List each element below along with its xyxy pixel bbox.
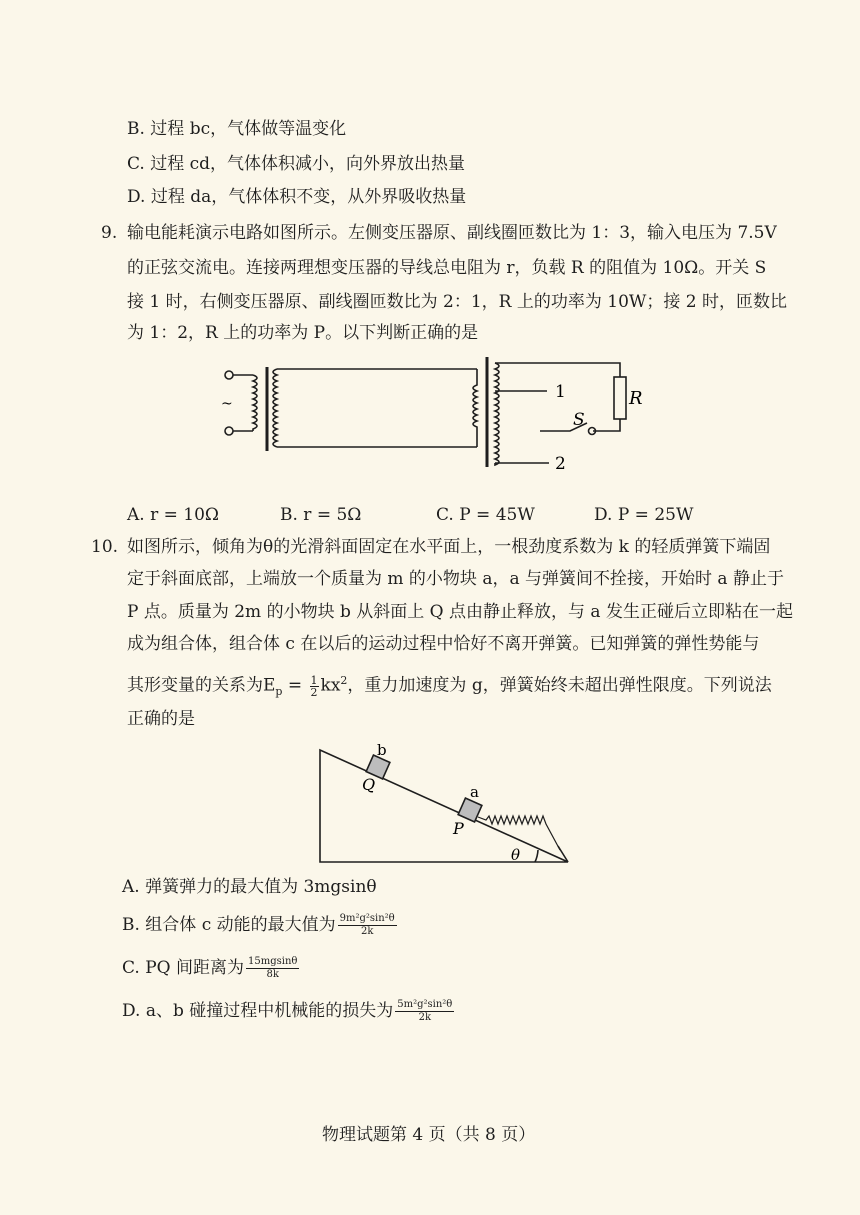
option-d-text: D. a、b 碰撞过程中机械能的损失为	[122, 1001, 394, 1021]
q10-option-a: A. 弹簧弹力的最大值为 3mgsinθ	[122, 877, 377, 897]
q10-option-b	[122, 914, 399, 937]
point-p-label: P	[453, 819, 464, 838]
q8-option-b: B. 过程 bc，气体做等温变化	[127, 119, 347, 139]
one-half-fraction	[310, 675, 319, 698]
line5-kx: kx	[320, 675, 341, 696]
angle-theta-label: θ	[511, 846, 521, 864]
block-a-label: a	[470, 783, 479, 801]
option-c-text: C. PQ 间距离为	[122, 958, 244, 978]
switch-contact-2-label: 2	[555, 454, 566, 474]
option-c-numerator: 15mgsinθ	[248, 956, 298, 967]
kx-superscript: 2	[340, 674, 348, 687]
q10-stem-line4: 成为组合体，组合体 c 在以后的运动过程中恰好不离开弹簧。已知弹簧的弹性势能与	[127, 634, 760, 654]
q9-stem-line3: 接 1 时，右侧变压器原、副线圈匝数比为 2：1，R 上的功率为 10W；接 2 时，匝数比	[127, 292, 787, 312]
q10-stem-line5	[127, 670, 772, 703]
switch-contact-1-label: 1	[555, 382, 566, 402]
q9-option-c: C. P = 45W	[436, 505, 535, 525]
q10-stem-line2: 定于斜面底部，上端放一个质量为 m 的小物块 a，a 与弹簧间不拴接，开始时 a 静止于	[127, 569, 784, 589]
option-b-fraction	[338, 914, 397, 937]
page-footer: 物理试题第 4 页（共 8 页）	[322, 1125, 536, 1145]
resistor-label: R	[629, 388, 643, 409]
block-b-label: b	[377, 741, 387, 759]
q10-option-c	[122, 957, 301, 980]
ep-subscript: p	[275, 685, 283, 699]
option-b-numerator: 9m²g²sin²θ	[339, 913, 395, 924]
line5-pre: 其形变量的关系为E	[127, 675, 276, 696]
option-c-fraction	[246, 957, 299, 980]
option-b-denominator: 2k	[360, 926, 374, 937]
q10-incline-figure	[310, 740, 575, 870]
ac-source-symbol: ~	[221, 396, 233, 412]
option-d-fraction	[395, 1000, 454, 1023]
option-c-denominator: 8k	[266, 969, 279, 980]
q8-option-d: D. 过程 da，气体体积不变，从外界吸收热量	[127, 187, 467, 207]
q10-stem-line6: 正确的是	[127, 709, 195, 729]
q10-number: 10.	[91, 537, 119, 557]
point-q-label: Q	[362, 775, 376, 794]
switch-label: S	[573, 410, 585, 430]
q9-circuit-figure	[215, 355, 655, 475]
line5-eq: =	[282, 675, 308, 696]
q9-stem-line2: 的正弦交流电。连接两理想变压器的导线总电阻为 r，负载 R 的阻值为 10Ω。开关 S	[127, 258, 767, 278]
q9-option-d: D. P = 25W	[594, 505, 694, 525]
q10-stem-line3: P 点。质量为 2m 的小物块 b 从斜面上 Q 点由静止释放，与 a 发生正碰后立即粘在一起	[127, 602, 793, 622]
line5-post: ，重力加速度为 g，弹簧始终未超出弹性限度。下列说法	[347, 675, 772, 696]
half-numerator: 1	[310, 673, 318, 687]
option-d-numerator: 5m²g²sin²θ	[397, 999, 453, 1010]
q10-stem-line1: 如图所示，倾角为θ的光滑斜面固定在水平面上，一根劲度系数为 k 的轻质弹簧下端固	[127, 537, 771, 557]
q8-option-c: C. 过程 cd，气体体积减小，向外界放出热量	[127, 154, 466, 174]
half-denominator: 2	[310, 685, 318, 699]
q10-option-d	[122, 1000, 456, 1023]
option-b-text: B. 组合体 c 动能的最大值为	[122, 915, 336, 935]
q9-stem-line4: 为 1：2，R 上的功率为 P。以下判断正确的是	[127, 323, 479, 343]
q9-option-b: B. r = 5Ω	[280, 505, 362, 525]
q9-option-a: A. r = 10Ω	[127, 505, 219, 525]
q9-number: 9.	[101, 223, 118, 243]
option-d-denominator: 2k	[418, 1012, 432, 1023]
q9-stem-line1: 输电能耗演示电路如图所示。左侧变压器原、副线圈匝数比为 1：3，输入电压为 7.5V	[127, 223, 777, 243]
